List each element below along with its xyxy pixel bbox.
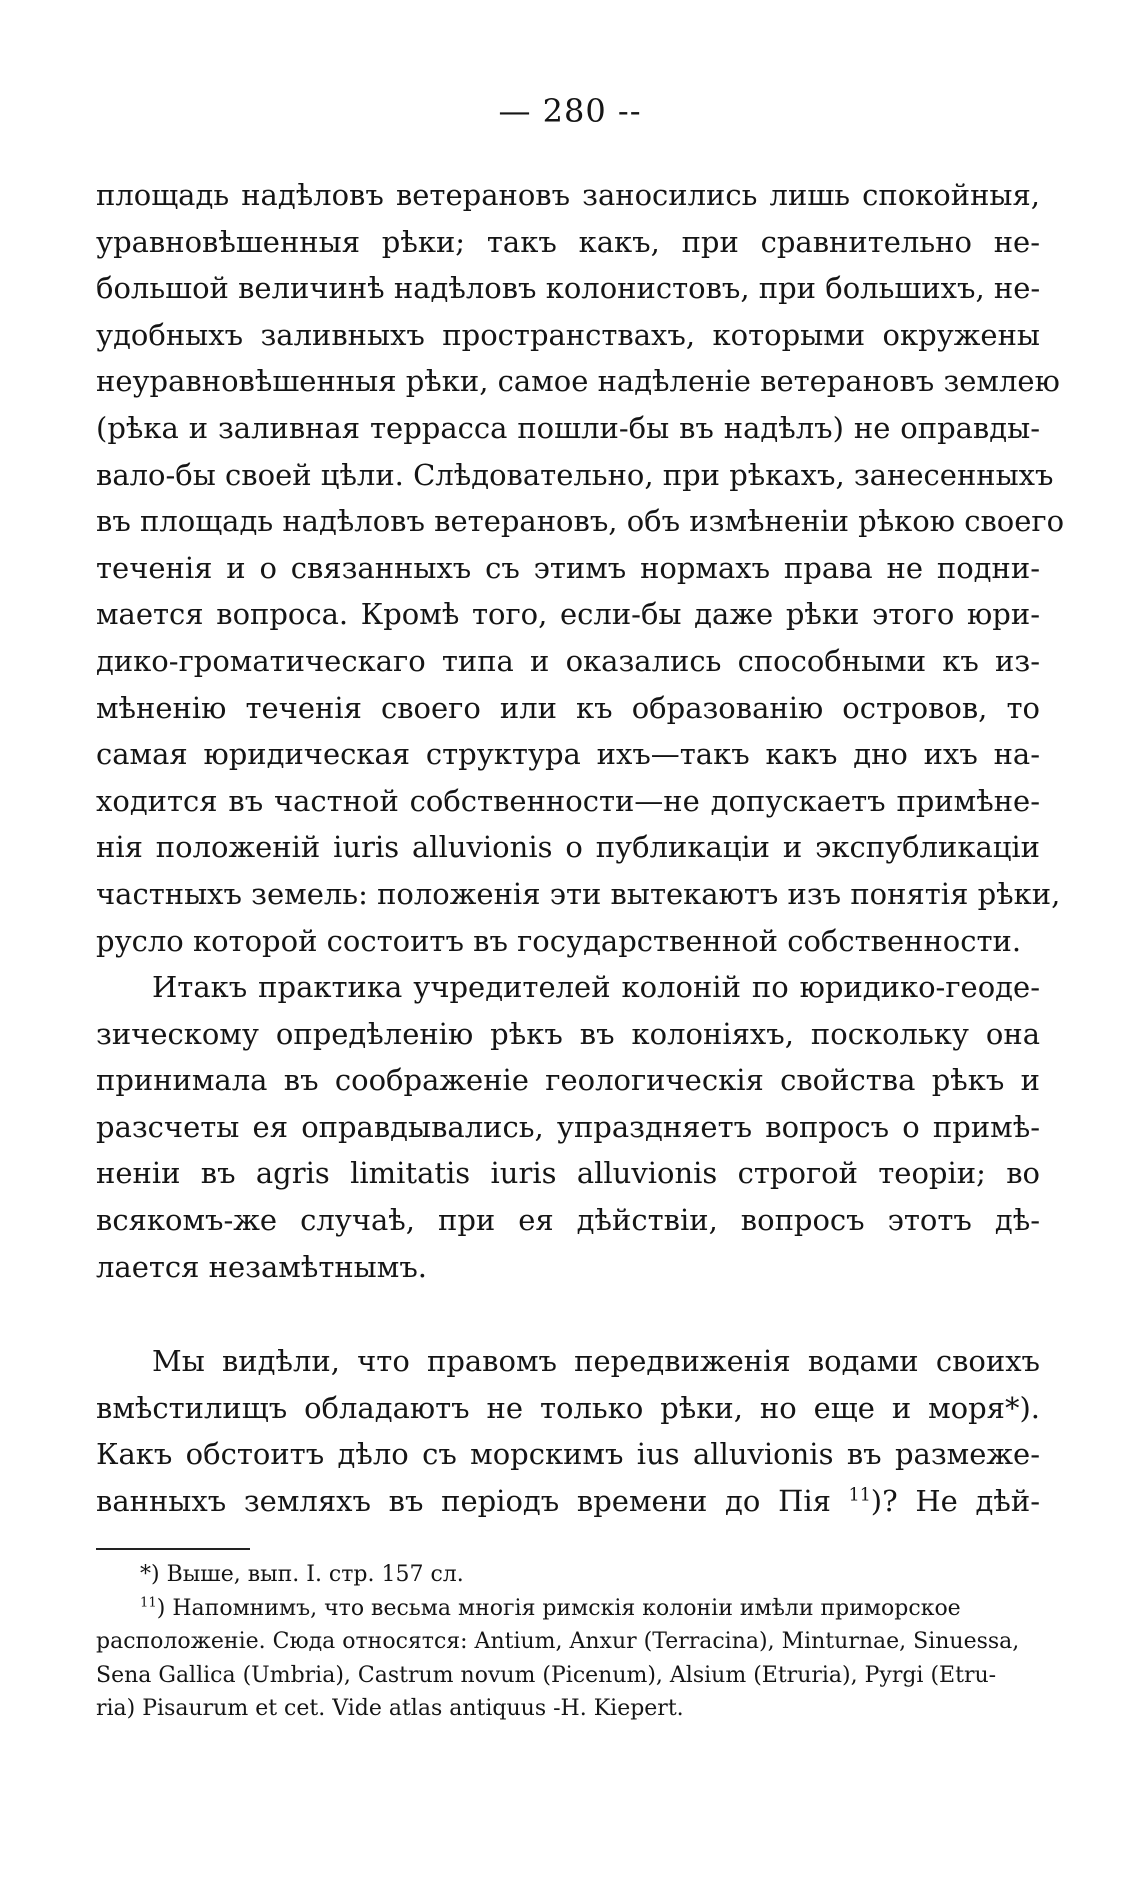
footnote-line: расположеніе. Сюда относятся: Antium, Anxur (Terracina), Minturnae, Sinuessa, [96, 1629, 1020, 1654]
paragraph-3 [96, 1338, 1040, 1478]
paragraph-3-final-tail: )? Не дѣй- [870, 1483, 1040, 1518]
text-line: теченія и о связанныхъ съ этимъ нормахъ права не подни- [96, 550, 1040, 585]
text-line: всякомъ-же случаѣ, при ея дѣйствіи, вопросъ этотъ дѣ- [96, 1203, 1040, 1238]
text-line: мѣненію теченія своего или къ образованію островов, то [96, 690, 1040, 725]
paragraph-3-final-line [96, 1478, 1040, 1525]
text-line: уравновѣшенныя рѣки; такъ какъ, при сравнительно не- [96, 224, 1040, 259]
text-line: въ площадь надѣловъ ветерановъ, объ измѣненіи рѣкою своего [96, 504, 1065, 539]
text-line: неніи въ agris limitatis iuris alluvionis строгой теоріи; во [96, 1156, 1040, 1191]
text-line: частныхъ земель: положенія эти вытекаютъ изъ понятія рѣки, [96, 876, 1061, 911]
footnotes [96, 1558, 1040, 1726]
footnote-11-continuation [96, 1625, 1040, 1726]
text-line: самая юридическая структура ихъ—такъ какъ дно ихъ на- [96, 737, 1040, 772]
text-line: мается вопроса. Кромѣ того, если-бы даже рѣки этого юри- [96, 597, 1040, 632]
text-line: неуравновѣшенныя рѣки, самое надѣленіе ветерановъ землею [96, 364, 1060, 399]
footnote-line: ria) Pisaurum et cet. Vide atlas antiquus -H. Kiepert. [96, 1696, 684, 1721]
text-line: лается незамѣтнымъ. [96, 1249, 427, 1284]
text-line: (рѣка и заливная террасса пошли-бы въ надѣлъ) не оправды- [96, 410, 1040, 445]
footnote-11-first-line: ) Напомнимъ, что весьма многія римскія колоніи имѣли приморское [156, 1595, 961, 1621]
page-number: — 280 -- [498, 92, 642, 130]
text-line: вмѣстилищъ обладаютъ не только рѣки, но еще и моря*). [96, 1390, 1040, 1425]
footnote-1: *) Выше, вып. I. стр. 157 сл. [140, 1562, 464, 1587]
paragraph-3-final-text: ванныхъ земляхъ въ періодъ времени до Пія [96, 1483, 831, 1518]
footnote-line: Sena Gallica (Umbria), Castrum novum (Picenum), Alsium (Etruria), Pyrgi (Etru- [96, 1662, 997, 1688]
text-line: зическому опредѣленію рѣкъ въ колоніяхъ, поскольку она [96, 1016, 1040, 1051]
text-line: русло которой состоитъ въ государственной собственности. [96, 923, 1022, 958]
paragraph-2 [96, 964, 1040, 1290]
text-line: нія положеній iuris alluvionis о публикаціи и экспубликаціи [96, 830, 1040, 865]
text-line: разсчеты ея оправдывались, упраздняетъ вопросъ о примѣ- [96, 1109, 1040, 1144]
text-line: принимала въ соображеніе геологическія свойства рѣкъ и [96, 1063, 1040, 1098]
text-line: удобныхъ заливныхъ пространствахъ, которыми окружены [96, 317, 1040, 352]
paragraph-1 [96, 172, 1065, 964]
text-line: дико-громатическаго типа и оказались способными къ из- [96, 643, 1040, 678]
text-line: Итакъ практика учредителей колоній по юридико-геоде- [152, 970, 1040, 1005]
footnote-reference-11[interactable]: 11 [848, 1485, 871, 1506]
text-line: Какъ обстоитъ дѣло съ морскимъ ius alluvionis въ размеже- [96, 1437, 1040, 1472]
text-line: Мы видѣли, что правомъ передвиженія водами своихъ [152, 1344, 1040, 1378]
footnote-11 [96, 1592, 1040, 1626]
text-line: вало-бы своей цѣли. Слѣдовательно, при рѣкахъ, занесенныхъ [96, 457, 1054, 492]
footnote-separator [96, 1548, 250, 1550]
text-line: ходится въ частной собственности—не допускаетъ примѣне- [96, 783, 1040, 818]
text-line: площадь надѣловъ ветерановъ заносились лишь спокойныя, [96, 178, 1040, 212]
main-text-block-2 [96, 1338, 1040, 1524]
footnote-11-marker: 11 [140, 1595, 157, 1611]
main-text-block-1 [96, 172, 1065, 1290]
text-line: большой величинѣ надѣловъ колонистовъ, при большихъ, не- [96, 271, 1041, 306]
